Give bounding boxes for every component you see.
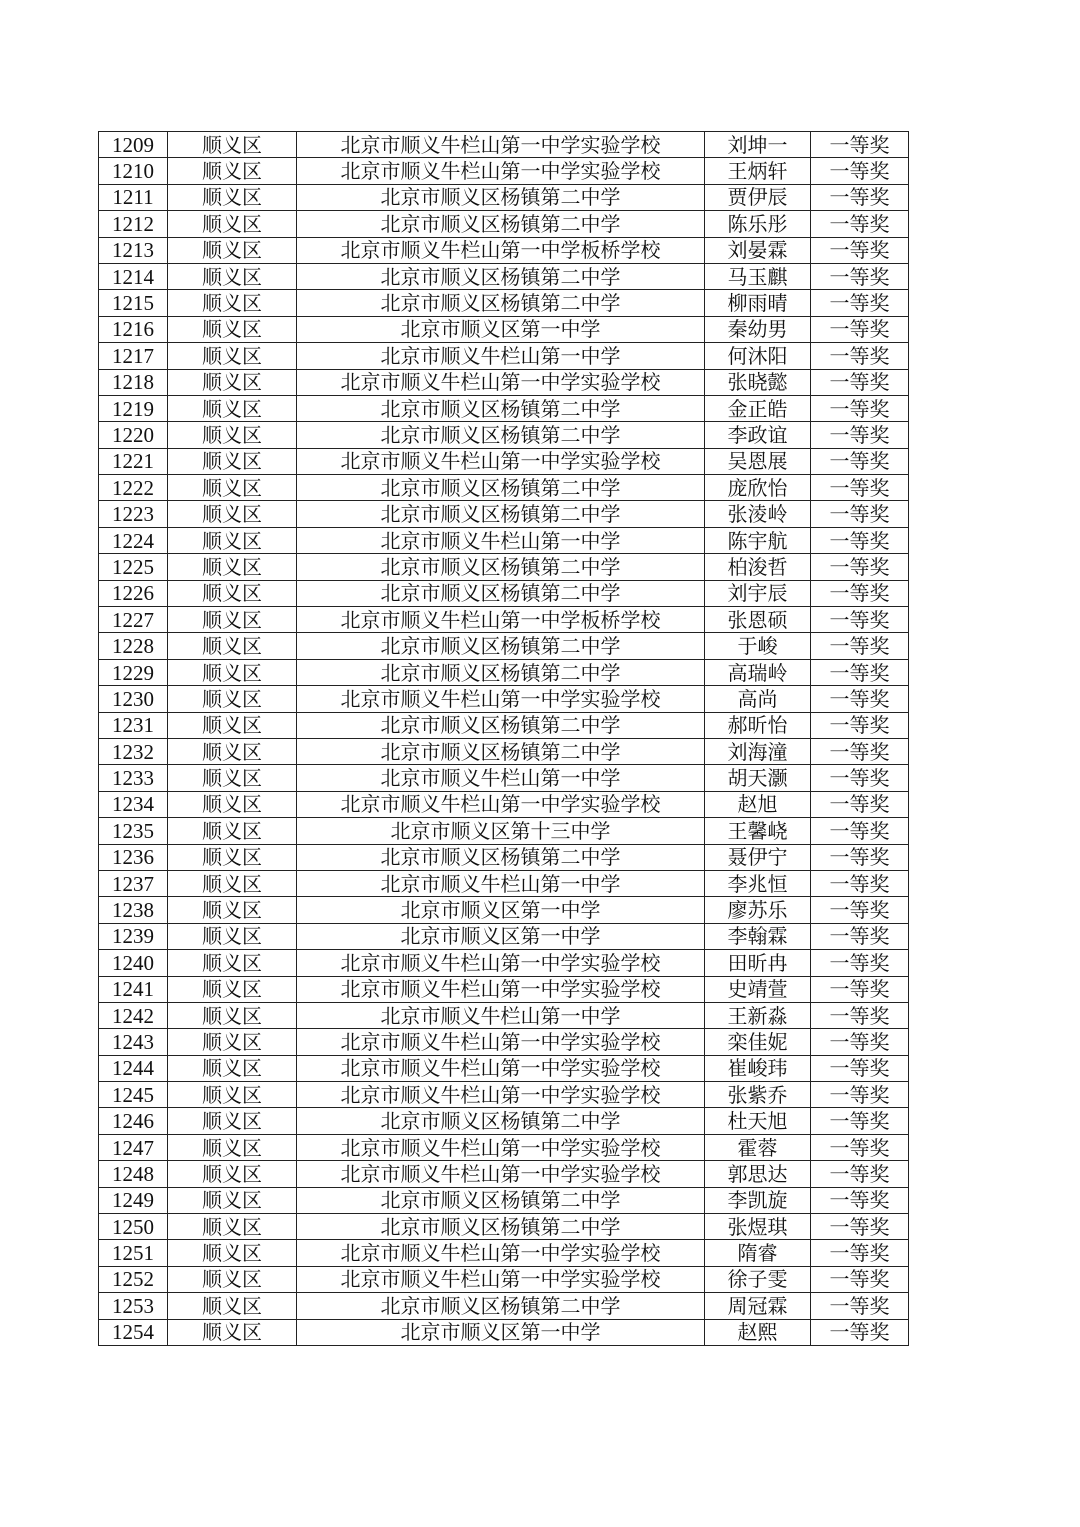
student-name-cell: 高尚	[705, 686, 811, 712]
table-row	[99, 844, 909, 870]
school-cell: 北京市顺义区杨镇第二中学	[297, 422, 705, 448]
row-number: 1234	[99, 791, 168, 817]
school-cell: 北京市顺义牛栏山第一中学实验学校	[297, 976, 705, 1002]
table-row	[99, 1319, 909, 1345]
district-cell: 顺义区	[168, 580, 297, 606]
award-level-cell: 一等奖	[811, 633, 909, 659]
row-number: 1216	[99, 316, 168, 342]
award-level-cell: 一等奖	[811, 554, 909, 580]
student-name-cell: 张淩岭	[705, 501, 811, 527]
district-cell: 顺义区	[168, 738, 297, 764]
award-level-cell: 一等奖	[811, 923, 909, 949]
district-cell: 顺义区	[168, 712, 297, 738]
school-cell: 北京市顺义区杨镇第二中学	[297, 659, 705, 685]
row-number: 1254	[99, 1319, 168, 1345]
award-level-cell: 一等奖	[811, 343, 909, 369]
table-row	[99, 184, 909, 210]
table-row	[99, 818, 909, 844]
table-row	[99, 290, 909, 316]
district-cell: 顺义区	[168, 501, 297, 527]
student-name-cell: 陈宇航	[705, 527, 811, 553]
award-list-sheet	[98, 131, 908, 1346]
school-cell: 北京市顺义牛栏山第一中学实验学校	[297, 158, 705, 184]
row-number: 1240	[99, 950, 168, 976]
district-cell: 顺义区	[168, 448, 297, 474]
award-level-cell: 一等奖	[811, 237, 909, 263]
school-cell: 北京市顺义牛栏山第一中学	[297, 765, 705, 791]
school-cell: 北京市顺义区第一中学	[297, 1319, 705, 1345]
award-level-cell: 一等奖	[811, 818, 909, 844]
table-row	[99, 1266, 909, 1292]
row-number: 1235	[99, 818, 168, 844]
row-number: 1241	[99, 976, 168, 1002]
table-row	[99, 633, 909, 659]
district-cell: 顺义区	[168, 132, 297, 158]
table-row	[99, 1240, 909, 1266]
student-name-cell: 胡天灏	[705, 765, 811, 791]
table-row	[99, 765, 909, 791]
table-row	[99, 1214, 909, 1240]
row-number: 1219	[99, 395, 168, 421]
student-name-cell: 刘宇辰	[705, 580, 811, 606]
district-cell: 顺义区	[168, 950, 297, 976]
student-name-cell: 郝昕怡	[705, 712, 811, 738]
table-row	[99, 791, 909, 817]
school-cell: 北京市顺义区杨镇第二中学	[297, 211, 705, 237]
row-number: 1238	[99, 897, 168, 923]
district-cell: 顺义区	[168, 1082, 297, 1108]
student-name-cell: 刘坤一	[705, 132, 811, 158]
school-cell: 北京市顺义区杨镇第二中学	[297, 554, 705, 580]
award-level-cell: 一等奖	[811, 1266, 909, 1292]
table-row	[99, 607, 909, 633]
student-name-cell: 李兆恒	[705, 870, 811, 896]
student-name-cell: 李凯旋	[705, 1187, 811, 1213]
student-name-cell: 柏浚哲	[705, 554, 811, 580]
school-cell: 北京市顺义区第一中学	[297, 316, 705, 342]
award-level-cell: 一等奖	[811, 132, 909, 158]
row-number: 1245	[99, 1082, 168, 1108]
district-cell: 顺义区	[168, 765, 297, 791]
school-cell: 北京市顺义区杨镇第二中学	[297, 1108, 705, 1134]
award-level-cell: 一等奖	[811, 1293, 909, 1319]
award-level-cell: 一等奖	[811, 211, 909, 237]
district-cell: 顺义区	[168, 1161, 297, 1187]
award-level-cell: 一等奖	[811, 1002, 909, 1028]
row-number: 1248	[99, 1161, 168, 1187]
school-cell: 北京市顺义牛栏山第一中学实验学校	[297, 791, 705, 817]
student-name-cell: 何沐阳	[705, 343, 811, 369]
row-number: 1223	[99, 501, 168, 527]
student-name-cell: 刘海潼	[705, 738, 811, 764]
student-name-cell: 栾佳妮	[705, 1029, 811, 1055]
district-cell: 顺义区	[168, 184, 297, 210]
student-name-cell: 赵旭	[705, 791, 811, 817]
school-cell: 北京市顺义区杨镇第二中学	[297, 290, 705, 316]
row-number: 1209	[99, 132, 168, 158]
row-number: 1251	[99, 1240, 168, 1266]
district-cell: 顺义区	[168, 237, 297, 263]
row-number: 1221	[99, 448, 168, 474]
table-row	[99, 343, 909, 369]
row-number: 1215	[99, 290, 168, 316]
award-level-cell: 一等奖	[811, 422, 909, 448]
school-cell: 北京市顺义牛栏山第一中学	[297, 870, 705, 896]
student-name-cell: 秦幼男	[705, 316, 811, 342]
award-level-cell: 一等奖	[811, 659, 909, 685]
row-number: 1228	[99, 633, 168, 659]
row-number: 1230	[99, 686, 168, 712]
school-cell: 北京市顺义区杨镇第二中学	[297, 580, 705, 606]
student-name-cell: 李政谊	[705, 422, 811, 448]
student-name-cell: 张恩硕	[705, 607, 811, 633]
table-row	[99, 1293, 909, 1319]
row-number: 1250	[99, 1214, 168, 1240]
award-level-cell: 一等奖	[811, 765, 909, 791]
row-number: 1244	[99, 1055, 168, 1081]
row-number: 1237	[99, 870, 168, 896]
school-cell: 北京市顺义牛栏山第一中学实验学校	[297, 1029, 705, 1055]
student-name-cell: 史靖萱	[705, 976, 811, 1002]
award-table-body	[99, 132, 909, 1346]
student-name-cell: 田昕冉	[705, 950, 811, 976]
district-cell: 顺义区	[168, 1108, 297, 1134]
row-number: 1225	[99, 554, 168, 580]
school-cell: 北京市顺义区第一中学	[297, 923, 705, 949]
table-row	[99, 580, 909, 606]
district-cell: 顺义区	[168, 870, 297, 896]
award-level-cell: 一等奖	[811, 686, 909, 712]
award-level-cell: 一等奖	[811, 1108, 909, 1134]
student-name-cell: 贾伊辰	[705, 184, 811, 210]
award-level-cell: 一等奖	[811, 870, 909, 896]
school-cell: 北京市顺义牛栏山第一中学实验学校	[297, 369, 705, 395]
table-row	[99, 132, 909, 158]
row-number: 1233	[99, 765, 168, 791]
row-number: 1246	[99, 1108, 168, 1134]
student-name-cell: 张紫乔	[705, 1082, 811, 1108]
table-row	[99, 659, 909, 685]
award-level-cell: 一等奖	[811, 950, 909, 976]
student-name-cell: 金正皓	[705, 395, 811, 421]
district-cell: 顺义区	[168, 1134, 297, 1160]
school-cell: 北京市顺义区杨镇第二中学	[297, 1187, 705, 1213]
row-number: 1220	[99, 422, 168, 448]
row-number: 1249	[99, 1187, 168, 1213]
award-level-cell: 一等奖	[811, 475, 909, 501]
district-cell: 顺义区	[168, 1266, 297, 1292]
table-row	[99, 897, 909, 923]
row-number: 1214	[99, 263, 168, 289]
school-cell: 北京市顺义区杨镇第二中学	[297, 263, 705, 289]
award-level-cell: 一等奖	[811, 1319, 909, 1345]
award-level-cell: 一等奖	[811, 738, 909, 764]
table-row	[99, 211, 909, 237]
student-name-cell: 于峻	[705, 633, 811, 659]
table-row	[99, 158, 909, 184]
award-level-cell: 一等奖	[811, 316, 909, 342]
school-cell: 北京市顺义区杨镇第二中学	[297, 1293, 705, 1319]
district-cell: 顺义区	[168, 395, 297, 421]
table-row	[99, 554, 909, 580]
award-level-cell: 一等奖	[811, 712, 909, 738]
student-name-cell: 张晓懿	[705, 369, 811, 395]
student-name-cell: 周冠霖	[705, 1293, 811, 1319]
row-number: 1212	[99, 211, 168, 237]
award-level-cell: 一等奖	[811, 184, 909, 210]
district-cell: 顺义区	[168, 791, 297, 817]
school-cell: 北京市顺义牛栏山第一中学实验学校	[297, 1055, 705, 1081]
award-level-cell: 一等奖	[811, 263, 909, 289]
table-row	[99, 1002, 909, 1028]
table-row	[99, 712, 909, 738]
table-row	[99, 1108, 909, 1134]
row-number: 1211	[99, 184, 168, 210]
school-cell: 北京市顺义牛栏山第一中学	[297, 1002, 705, 1028]
district-cell: 顺义区	[168, 158, 297, 184]
student-name-cell: 李翰霖	[705, 923, 811, 949]
school-cell: 北京市顺义区杨镇第二中学	[297, 501, 705, 527]
award-level-cell: 一等奖	[811, 1029, 909, 1055]
school-cell: 北京市顺义牛栏山第一中学板桥学校	[297, 237, 705, 263]
district-cell: 顺义区	[168, 1187, 297, 1213]
student-name-cell: 赵熙	[705, 1319, 811, 1345]
district-cell: 顺义区	[168, 844, 297, 870]
award-level-cell: 一等奖	[811, 158, 909, 184]
award-level-cell: 一等奖	[811, 791, 909, 817]
student-name-cell: 聂伊宁	[705, 844, 811, 870]
award-level-cell: 一等奖	[811, 976, 909, 1002]
school-cell: 北京市顺义区杨镇第二中学	[297, 184, 705, 210]
school-cell: 北京市顺义区杨镇第二中学	[297, 738, 705, 764]
school-cell: 北京市顺义区第一中学	[297, 897, 705, 923]
table-row	[99, 501, 909, 527]
award-level-cell: 一等奖	[811, 897, 909, 923]
row-number: 1213	[99, 237, 168, 263]
school-cell: 北京市顺义牛栏山第一中学实验学校	[297, 1266, 705, 1292]
district-cell: 顺义区	[168, 1055, 297, 1081]
award-level-cell: 一等奖	[811, 580, 909, 606]
row-number: 1229	[99, 659, 168, 685]
district-cell: 顺义区	[168, 923, 297, 949]
table-row	[99, 1082, 909, 1108]
district-cell: 顺义区	[168, 686, 297, 712]
school-cell: 北京市顺义牛栏山第一中学实验学校	[297, 132, 705, 158]
student-name-cell: 徐子雯	[705, 1266, 811, 1292]
table-row	[99, 686, 909, 712]
school-cell: 北京市顺义区杨镇第二中学	[297, 475, 705, 501]
school-cell: 北京市顺义区杨镇第二中学	[297, 395, 705, 421]
row-number: 1231	[99, 712, 168, 738]
school-cell: 北京市顺义牛栏山第一中学	[297, 527, 705, 553]
row-number: 1253	[99, 1293, 168, 1319]
student-name-cell: 庞欣怡	[705, 475, 811, 501]
award-level-cell: 一等奖	[811, 1134, 909, 1160]
district-cell: 顺义区	[168, 316, 297, 342]
row-number: 1226	[99, 580, 168, 606]
school-cell: 北京市顺义牛栏山第一中学实验学校	[297, 686, 705, 712]
table-row	[99, 237, 909, 263]
student-name-cell: 陈乐彤	[705, 211, 811, 237]
row-number: 1236	[99, 844, 168, 870]
table-row	[99, 923, 909, 949]
district-cell: 顺义区	[168, 976, 297, 1002]
district-cell: 顺义区	[168, 1002, 297, 1028]
table-row	[99, 1055, 909, 1081]
award-level-cell: 一等奖	[811, 1240, 909, 1266]
district-cell: 顺义区	[168, 263, 297, 289]
row-number: 1217	[99, 343, 168, 369]
table-row	[99, 527, 909, 553]
district-cell: 顺义区	[168, 818, 297, 844]
row-number: 1218	[99, 369, 168, 395]
district-cell: 顺义区	[168, 1293, 297, 1319]
table-row	[99, 369, 909, 395]
award-level-cell: 一等奖	[811, 448, 909, 474]
student-name-cell: 马玉麒	[705, 263, 811, 289]
district-cell: 顺义区	[168, 897, 297, 923]
district-cell: 顺义区	[168, 1240, 297, 1266]
school-cell: 北京市顺义牛栏山第一中学实验学校	[297, 1240, 705, 1266]
row-number: 1242	[99, 1002, 168, 1028]
row-number: 1227	[99, 607, 168, 633]
district-cell: 顺义区	[168, 1214, 297, 1240]
row-number: 1243	[99, 1029, 168, 1055]
school-cell: 北京市顺义牛栏山第一中学实验学校	[297, 950, 705, 976]
student-name-cell: 吴恩展	[705, 448, 811, 474]
row-number: 1247	[99, 1134, 168, 1160]
table-row	[99, 263, 909, 289]
award-level-cell: 一等奖	[811, 501, 909, 527]
district-cell: 顺义区	[168, 369, 297, 395]
row-number: 1210	[99, 158, 168, 184]
table-row	[99, 422, 909, 448]
district-cell: 顺义区	[168, 1319, 297, 1345]
student-name-cell: 柳雨晴	[705, 290, 811, 316]
award-level-cell: 一等奖	[811, 527, 909, 553]
school-cell: 北京市顺义牛栏山第一中学实验学校	[297, 448, 705, 474]
row-number: 1239	[99, 923, 168, 949]
student-name-cell: 霍蓉	[705, 1134, 811, 1160]
school-cell: 北京市顺义牛栏山第一中学板桥学校	[297, 607, 705, 633]
award-table	[98, 131, 909, 1346]
school-cell: 北京市顺义牛栏山第一中学实验学校	[297, 1134, 705, 1160]
table-row	[99, 395, 909, 421]
row-number: 1252	[99, 1266, 168, 1292]
row-number: 1232	[99, 738, 168, 764]
district-cell: 顺义区	[168, 422, 297, 448]
school-cell: 北京市顺义区杨镇第二中学	[297, 844, 705, 870]
table-row	[99, 475, 909, 501]
district-cell: 顺义区	[168, 554, 297, 580]
school-cell: 北京市顺义区杨镇第二中学	[297, 712, 705, 738]
row-number: 1222	[99, 475, 168, 501]
student-name-cell: 王新淼	[705, 1002, 811, 1028]
row-number: 1224	[99, 527, 168, 553]
student-name-cell: 隋睿	[705, 1240, 811, 1266]
award-level-cell: 一等奖	[811, 1187, 909, 1213]
student-name-cell: 崔峻玮	[705, 1055, 811, 1081]
district-cell: 顺义区	[168, 211, 297, 237]
district-cell: 顺义区	[168, 1029, 297, 1055]
school-cell: 北京市顺义区杨镇第二中学	[297, 1214, 705, 1240]
award-level-cell: 一等奖	[811, 369, 909, 395]
table-row	[99, 870, 909, 896]
district-cell: 顺义区	[168, 607, 297, 633]
award-level-cell: 一等奖	[811, 1055, 909, 1081]
table-row	[99, 1187, 909, 1213]
school-cell: 北京市顺义区第十三中学	[297, 818, 705, 844]
district-cell: 顺义区	[168, 290, 297, 316]
table-row	[99, 316, 909, 342]
award-level-cell: 一等奖	[811, 290, 909, 316]
award-level-cell: 一等奖	[811, 844, 909, 870]
student-name-cell: 王炳轩	[705, 158, 811, 184]
district-cell: 顺义区	[168, 527, 297, 553]
student-name-cell: 张煜琪	[705, 1214, 811, 1240]
district-cell: 顺义区	[168, 659, 297, 685]
district-cell: 顺义区	[168, 343, 297, 369]
award-level-cell: 一等奖	[811, 1161, 909, 1187]
award-level-cell: 一等奖	[811, 1214, 909, 1240]
student-name-cell: 高瑞岭	[705, 659, 811, 685]
award-level-cell: 一等奖	[811, 607, 909, 633]
award-level-cell: 一等奖	[811, 395, 909, 421]
table-row	[99, 448, 909, 474]
award-level-cell: 一等奖	[811, 1082, 909, 1108]
student-name-cell: 刘晏霖	[705, 237, 811, 263]
table-row	[99, 1134, 909, 1160]
table-row	[99, 976, 909, 1002]
student-name-cell: 王馨峣	[705, 818, 811, 844]
school-cell: 北京市顺义牛栏山第一中学实验学校	[297, 1082, 705, 1108]
table-row	[99, 738, 909, 764]
student-name-cell: 郭思达	[705, 1161, 811, 1187]
table-row	[99, 1161, 909, 1187]
student-name-cell: 廖苏乐	[705, 897, 811, 923]
student-name-cell: 杜天旭	[705, 1108, 811, 1134]
table-row	[99, 950, 909, 976]
table-row	[99, 1029, 909, 1055]
district-cell: 顺义区	[168, 475, 297, 501]
school-cell: 北京市顺义牛栏山第一中学实验学校	[297, 1161, 705, 1187]
district-cell: 顺义区	[168, 633, 297, 659]
school-cell: 北京市顺义区杨镇第二中学	[297, 633, 705, 659]
school-cell: 北京市顺义牛栏山第一中学	[297, 343, 705, 369]
